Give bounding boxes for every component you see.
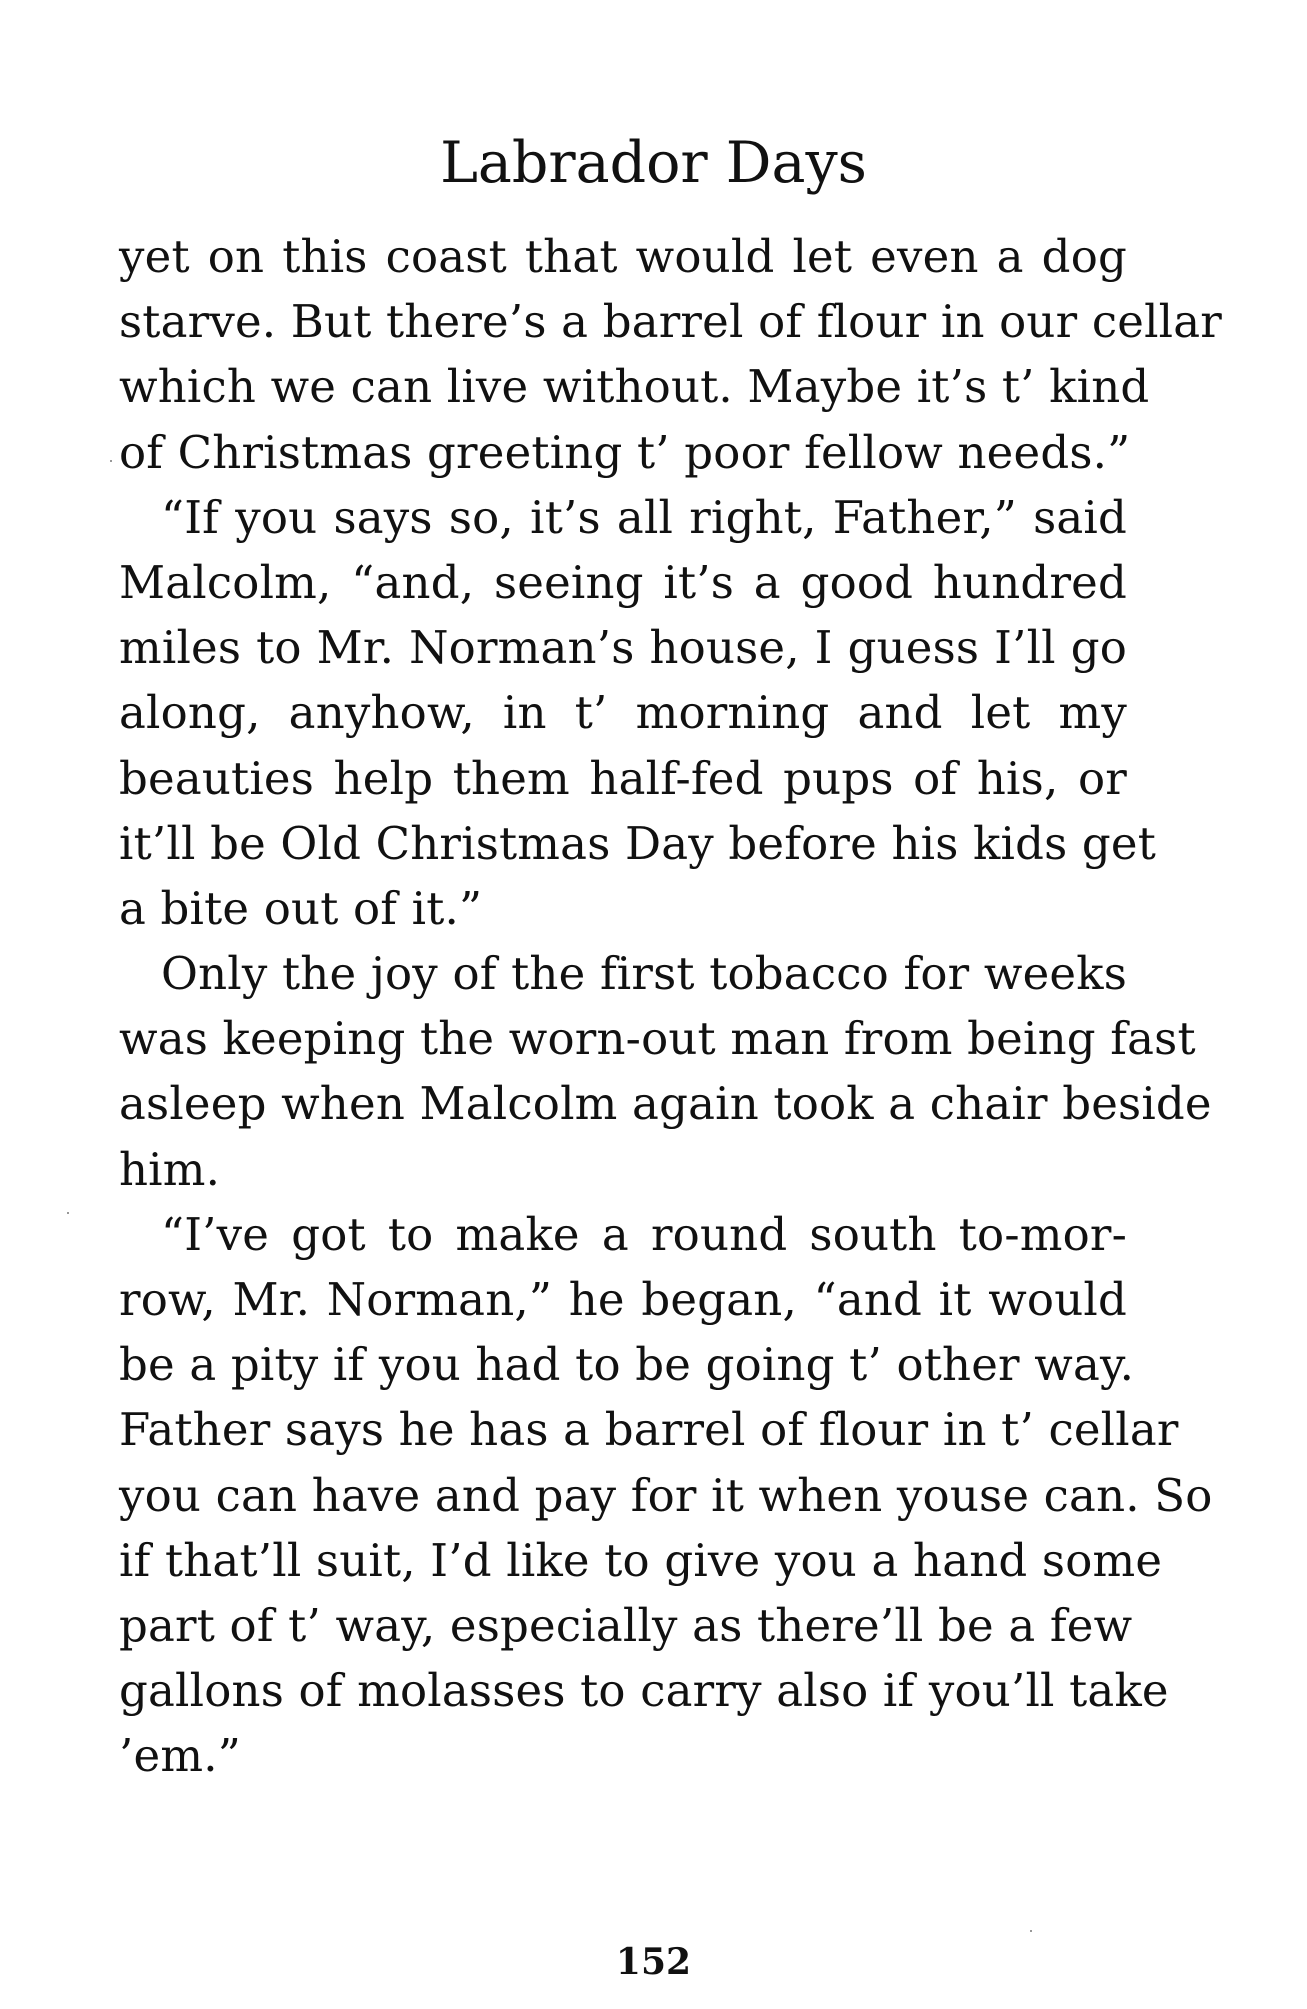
text-line: be a pity if you had to be going t’ other way. — [119, 1338, 1135, 1392]
text-line: was keeping the worn-out man from being fast — [119, 1012, 1196, 1066]
scan-speck — [1030, 1930, 1032, 1932]
text-line: you can have and pay for it when youse can. So — [119, 1468, 1213, 1522]
text-line: beauties help them half-fed pups of his, or — [119, 751, 1127, 805]
page-number: 152 — [615, 1941, 692, 1983]
text-line: part of t’ way, especially as there’ll be a few — [119, 1598, 1133, 1652]
text-line: yet on this coast that would let even a dog — [119, 230, 1127, 283]
text-line: starve. But there’s a barrel of flour in our cellar — [119, 295, 1222, 349]
scan-speck — [67, 1212, 69, 1214]
text-line: him. — [119, 1142, 221, 1196]
text-line: if that’ll suit, I’d like to give you a hand some — [119, 1533, 1163, 1587]
text-line: which we can live without. Maybe it’s t’ kind — [119, 360, 1150, 414]
text-line: Only the joy of the first tobacco for weeks — [161, 947, 1127, 1001]
text-line: asleep when Malcolm again took a chair beside — [119, 1077, 1212, 1131]
text-line: of Christmas greeting t’ poor fellow needs.” — [119, 425, 1131, 479]
text-line: ’em.” — [119, 1729, 241, 1783]
text-line: a bite out of it.” — [119, 881, 483, 935]
running-title: Labrador Days — [440, 130, 867, 196]
text-line: gallons of molasses to carry also if you’ll take — [119, 1664, 1169, 1718]
text-line: miles to Mr. Norman’s house, I guess I’ll go — [119, 621, 1127, 675]
text-line: “I’ve got to make a round south to-mor- — [161, 1207, 1127, 1261]
text-line: Malcolm, “and, seeing it’s a good hundred — [119, 555, 1127, 609]
text-line: “If you says so, it’s all right, Father,” said — [161, 490, 1127, 544]
scan-speck — [110, 460, 112, 462]
text-line: along, anyhow, in t’ morning and let my — [119, 686, 1127, 740]
body-text — [119, 224, 1222, 1789]
text-line: Father says he has a barrel of flour in t’ cellar — [119, 1403, 1179, 1457]
text-line: it’ll be Old Christmas Day before his kids get — [119, 816, 1157, 870]
text-line: row, Mr. Norman,” he began, “and it would — [119, 1273, 1127, 1326]
